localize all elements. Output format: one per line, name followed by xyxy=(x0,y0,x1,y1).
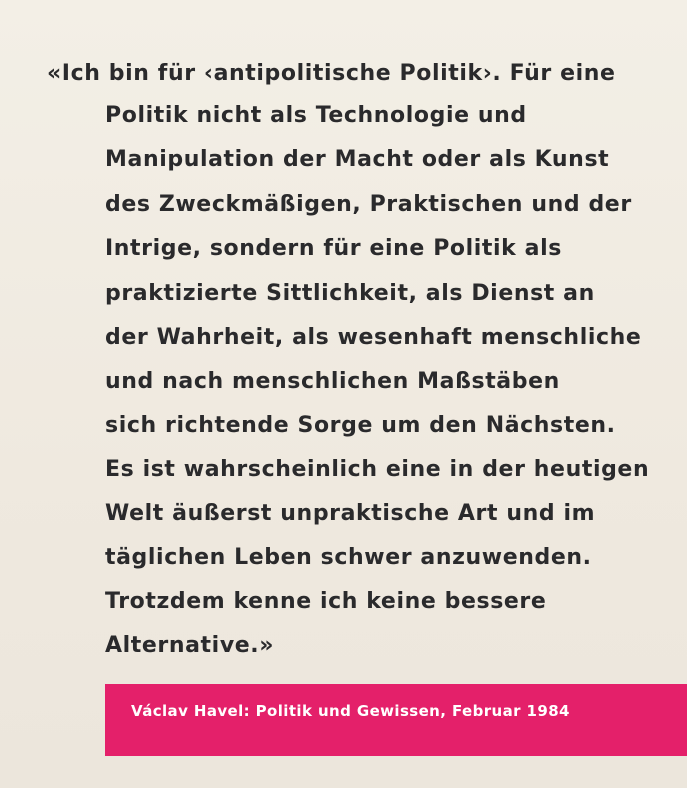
quote-line: sich richtende Sorge um den Nächsten. xyxy=(105,413,616,438)
quote-line: Politik nicht als Technologie und xyxy=(105,103,527,128)
quote-line: Intrige, sondern für eine Politik als xyxy=(105,236,562,261)
quote-line: «Ich bin für ‹antipolitische Politik›. Für eine xyxy=(47,61,616,86)
quote-line: des Zweckmäßigen, Praktischen und der xyxy=(105,192,632,217)
quote-line: Alternative.» xyxy=(105,633,275,658)
quote-line: Es ist wahrscheinlich eine in der heutigen xyxy=(105,457,650,482)
quote-line: Trotzdem kenne ich keine bessere xyxy=(105,589,547,614)
attribution-bar xyxy=(105,684,687,756)
quote-line: täglichen Leben schwer anzuwenden. xyxy=(105,545,592,570)
attribution-text: Václav Havel: Politik und Gewissen, Februar 1984 xyxy=(131,702,570,720)
quote-line: und nach menschlichen Maßstäben xyxy=(105,369,560,394)
quote-line: praktizierte Sittlichkeit, als Dienst an xyxy=(105,281,595,306)
quote-line: Manipulation der Macht oder als Kunst xyxy=(105,147,610,172)
quote-line: Welt äußerst unpraktische Art und im xyxy=(105,501,596,526)
quote-line: der Wahrheit, als wesenhaft menschliche xyxy=(105,325,642,350)
